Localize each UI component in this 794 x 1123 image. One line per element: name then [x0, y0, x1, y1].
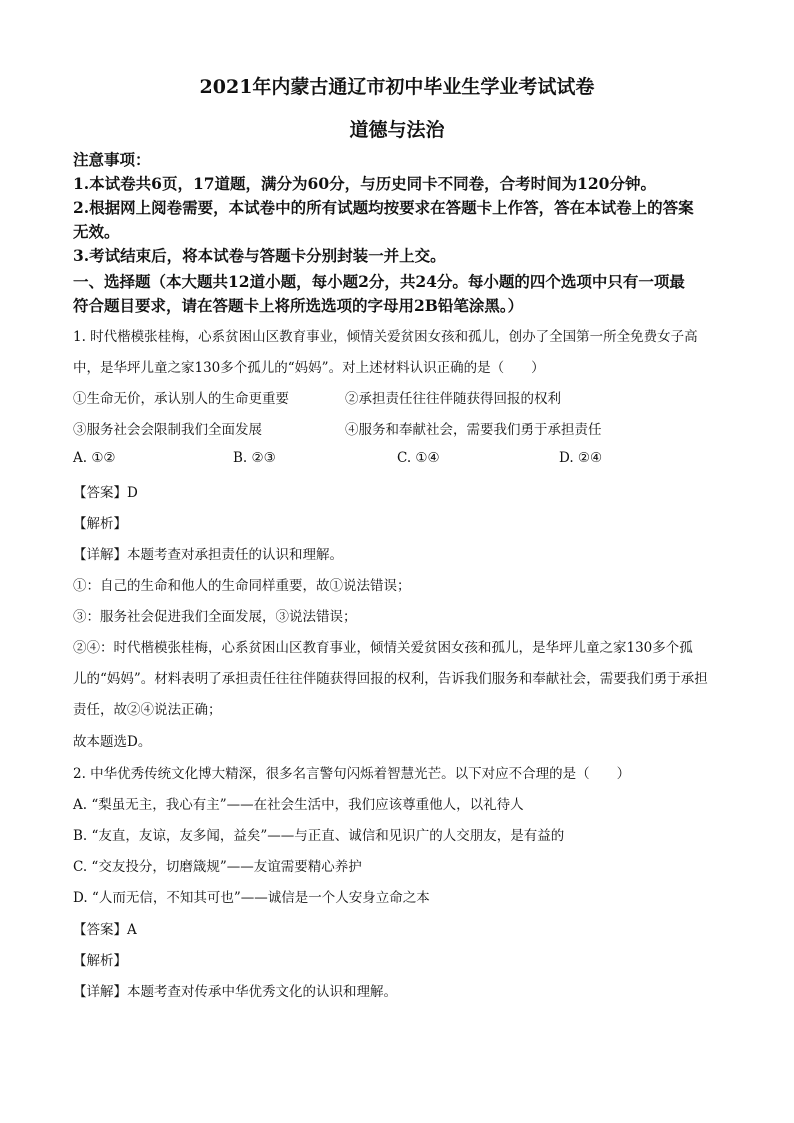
note-item-1: 1.本试卷共6页，17道题，满分为60分，与历史同卡不同卷，合考时间为120分钟。: [73, 174, 656, 193]
q1-explanation-3: ②④：时代楷模张桂梅，心系贫困山区教育事业，倾情关爱贫困女孩和孤儿，是华坪儿童之家130多个孤: [73, 640, 693, 656]
note-item-2: 2.根据网上阅卷需要，本试卷中的所有试题均按要求在答题卡上作答，答在本试卷上的答案: [73, 198, 694, 217]
q1-stem-line2: 中，是华坪儿童之家130多个孤儿的“妈妈”。对上述材料认识正确的是（ ）: [73, 360, 545, 376]
q1-statement-1: ①生命无价，承认别人的生命更重要: [73, 391, 289, 407]
q1-stem-line1: 1. 时代楷模张桂梅，心系贫困山区教育事业，倾情关爱贫困女孩和孤儿，创办了全国第一所全免费女子高: [73, 329, 698, 345]
detail-tag: 【详解】: [73, 547, 127, 563]
exam-title: 2021年内蒙古通辽市初中毕业生学业考试试卷: [199, 76, 595, 98]
q2-option-c: C. “交友投分，切磨箴规”——友谊需要精心养护: [73, 859, 362, 875]
note-item-2-cont: 无效。: [73, 222, 120, 241]
q1-explanation-5: 责任，故②④说法正确；: [73, 702, 222, 718]
q1-option-c: C. ①④: [397, 450, 440, 466]
section-heading-line2: 符合题目要求，请在答题卡上将所选选项的字母用2B铅笔涂黑。）: [73, 296, 524, 315]
answer-value: D: [127, 485, 138, 501]
q1-explanation-4: 儿的“妈妈”。材料表明了承担责任往往伴随获得回报的权利，告诉我们服务和奉献社会，需要我们勇于承担: [73, 671, 708, 687]
q2-analysis-tag: 【解析】: [73, 953, 127, 969]
q1-explanation-2: ③：服务社会促进我们全面发展，③说法错误；: [73, 609, 357, 625]
detail-text: 本题考查对承担责任的认识和理解。: [127, 547, 343, 563]
answer-tag: 【答案】: [73, 485, 127, 501]
detail-tag: 【详解】: [73, 984, 127, 1000]
q1-option-a: A. ①②: [73, 450, 116, 466]
answer-value: A: [127, 922, 137, 938]
q1-option-d: D. ②④: [559, 450, 603, 466]
q1-explanation-1: ①：自己的生命和他人的生命同样重要，故①说法错误；: [73, 578, 411, 594]
q1-conclusion: 故本题选D。: [73, 734, 152, 750]
q2-detail: [73, 980, 397, 1000]
q1-statement-4: ④服务和奉献社会，需要我们勇于承担责任: [345, 422, 602, 438]
q2-option-d: D. “人而无信，不知其可也”——诚信是一个人安身立命之本: [73, 890, 430, 906]
q1-detail: [73, 543, 343, 563]
q2-answer: [73, 918, 137, 938]
q1-statement-2: ②承担责任往往伴随获得回报的权利: [345, 391, 561, 407]
answer-tag: 【答案】: [73, 922, 127, 938]
q1-analysis-tag: 【解析】: [73, 516, 127, 532]
subject-title: 道德与法治: [349, 119, 445, 141]
note-item-3: 3.考试结束后，将本试卷与答题卡分别封装一并上交。: [73, 246, 446, 265]
q2-stem: 2. 中华优秀传统文化博大精深，很多名言警句闪烁着智慧光芒。以下对应不合理的是（ ）: [73, 766, 631, 782]
section-heading-line1: 一、选择题（本大题共12道小题，每小题2分，共24分。每小题的四个选项中只有一项最: [73, 272, 685, 291]
q1-option-b: B. ②③: [233, 450, 276, 466]
q2-option-a: A. “梨虽无主，我心有主”——在社会生活中，我们应该尊重他人，以礼待人: [73, 797, 524, 813]
q2-option-b: B. “友直，友谅，友多闻，益矣”——与正直、诚信和见识广的人交朋友，是有益的: [73, 828, 565, 844]
q1-statement-3: ③服务社会会限制我们全面发展: [73, 422, 262, 438]
q1-answer: [73, 481, 138, 501]
detail-text: 本题考查对传承中华优秀文化的认识和理解。: [127, 984, 397, 1000]
notes-heading: 注意事项：: [73, 150, 151, 169]
